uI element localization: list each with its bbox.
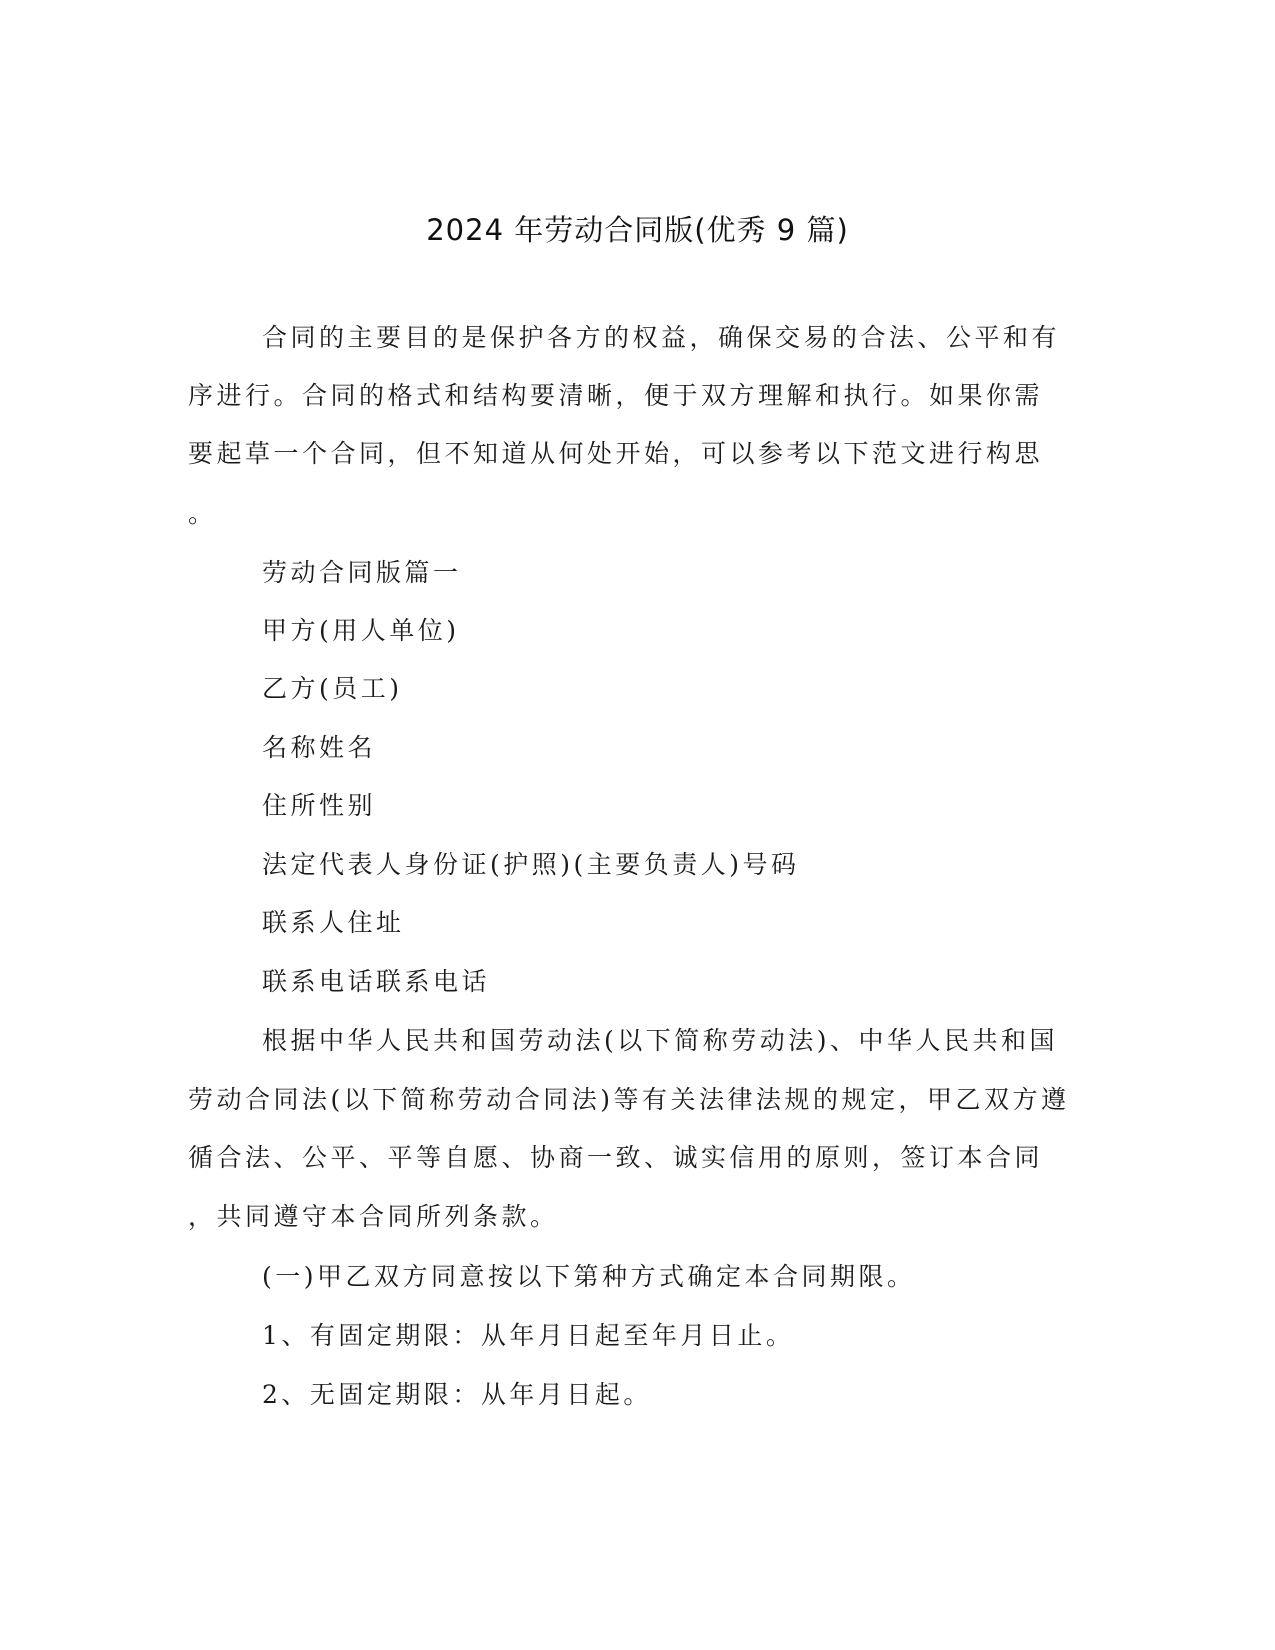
section-heading: 劳动合同版篇一 [262, 558, 462, 587]
paragraph-line: 劳动合同法(以下简称劳动合同法)等有关法律法规的规定，甲乙双方遵 [188, 1085, 1070, 1114]
party-a-label: 甲方(用人单位) [262, 616, 460, 645]
party-b-label: 乙方(员工) [262, 674, 403, 703]
paragraph-line: ，共同遵守本合同所列条款。 [188, 1202, 559, 1231]
clause-line: 2、无固定期限：从年月日起。 [262, 1380, 652, 1409]
form-line: 联系电话联系电话 [262, 967, 491, 996]
form-line: 法定代表人身份证(护照)(主要负责人)号码 [262, 850, 800, 879]
document-title: 2024 年劳动合同版(优秀 9 篇) [426, 213, 849, 247]
paragraph-line: 合同的主要目的是保护各方的权益，确保交易的合法、公平和有 [262, 323, 1061, 352]
paragraph-line: 序进行。合同的格式和结构要清晰，便于双方理解和执行。如果你需 [188, 381, 1044, 410]
paragraph-line: 根据中华人民共和国劳动法(以下简称劳动法)、中华人民共和国 [262, 1026, 1059, 1055]
paragraph-line: 。 [188, 499, 217, 528]
paragraph-line: 循合法、公平、平等自愿、协商一致、诚实信用的原则，签订本合同 [188, 1143, 1044, 1172]
paragraph-line: 要起草一个合同，但不知道从何处开始，可以参考以下范文进行构思 [188, 439, 1044, 468]
form-line: 联系人住址 [262, 908, 405, 937]
clause-line: (一)甲乙双方同意按以下第种方式确定本合同期限。 [262, 1262, 916, 1291]
form-line: 名称姓名 [262, 733, 377, 762]
clause-line: 1、有固定期限：从年月日起至年月日止。 [262, 1321, 795, 1350]
form-line: 住所性别 [262, 791, 377, 820]
